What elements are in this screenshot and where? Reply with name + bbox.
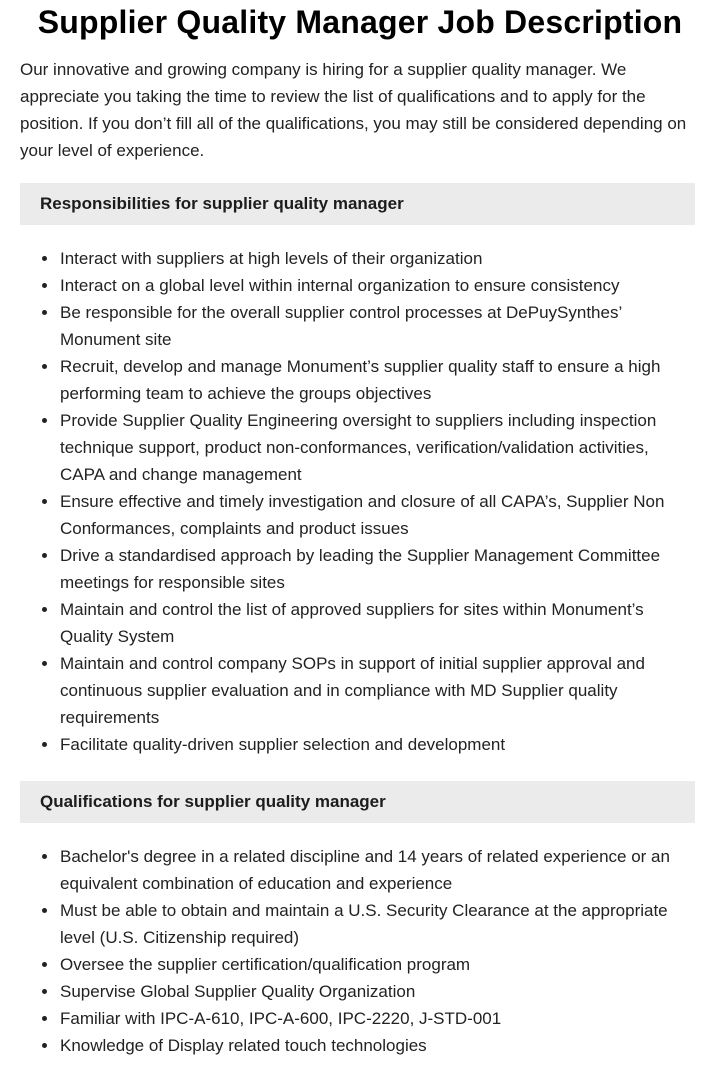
intro-paragraph: Our innovative and growing company is hiring for a supplier quality manager. We appreciate you taking the time to review the list of qualifications and to apply for the position. If you don’t fill all of the qualifications, you may still be considered depending on your level of experience. — [20, 60, 687, 160]
responsibility-item: Maintain and control company SOPs in support of initial supplier approval and continuous supplier evaluation and in compliance with MD Supplier quality requirements — [60, 650, 696, 731]
qualification-item: Bachelor's degree in a related discipline and 14 years of related experience or an equivalent combination of education and experience — [60, 843, 700, 897]
qualification-item: Supervise Global Supplier Quality Organization — [60, 978, 700, 1005]
responsibility-item: Drive a standardised approach by leading the Supplier Management Committee meetings for responsible sites — [60, 542, 696, 596]
responsibility-item: Ensure effective and timely investigation and closure of all CAPA’s, Supplier Non Conformances, complaints and product issues — [60, 488, 696, 542]
responsibilities-list — [0, 245, 720, 758]
qualification-item: Knowledge of Display related touch technologies — [60, 1032, 700, 1059]
qualification-item: Familiar with IPC-A-610, IPC-A-600, IPC-2220, J-STD-001 — [60, 1005, 700, 1032]
responsibility-item: Interact on a global level within internal organization to ensure consistency — [60, 272, 696, 299]
responsibility-item: Facilitate quality-driven supplier selection and development — [60, 731, 696, 758]
responsibility-item: Be responsible for the overall supplier control processes at DePuySynthes’ Monument site — [60, 299, 696, 353]
responsibility-item: Provide Supplier Quality Engineering oversight to suppliers including inspection technique support, product non-conformances, verification/validation activities, CAPA and change management — [60, 407, 696, 488]
qualifications-heading: Qualifications for supplier quality manager — [20, 781, 695, 823]
qualifications-list — [0, 843, 720, 1059]
qualification-item: Must be able to obtain and maintain a U.S. Security Clearance at the appropriate level (U.S. Citizenship required) — [60, 897, 700, 951]
responsibility-item: Maintain and control the list of approved suppliers for sites within Monument’s Quality System — [60, 596, 696, 650]
section-spacer — [0, 758, 720, 762]
responsibilities-heading: Responsibilities for supplier quality manager — [20, 183, 695, 225]
qualification-item: Oversee the supplier certification/qualification program — [60, 951, 700, 978]
responsibility-item: Interact with suppliers at high levels of their organization — [60, 245, 696, 272]
page-title: Supplier Quality Manager Job Description — [37, 4, 683, 40]
responsibility-item: Recruit, develop and manage Monument’s supplier quality staff to ensure a high performing team to achieve the groups objectives — [60, 353, 696, 407]
